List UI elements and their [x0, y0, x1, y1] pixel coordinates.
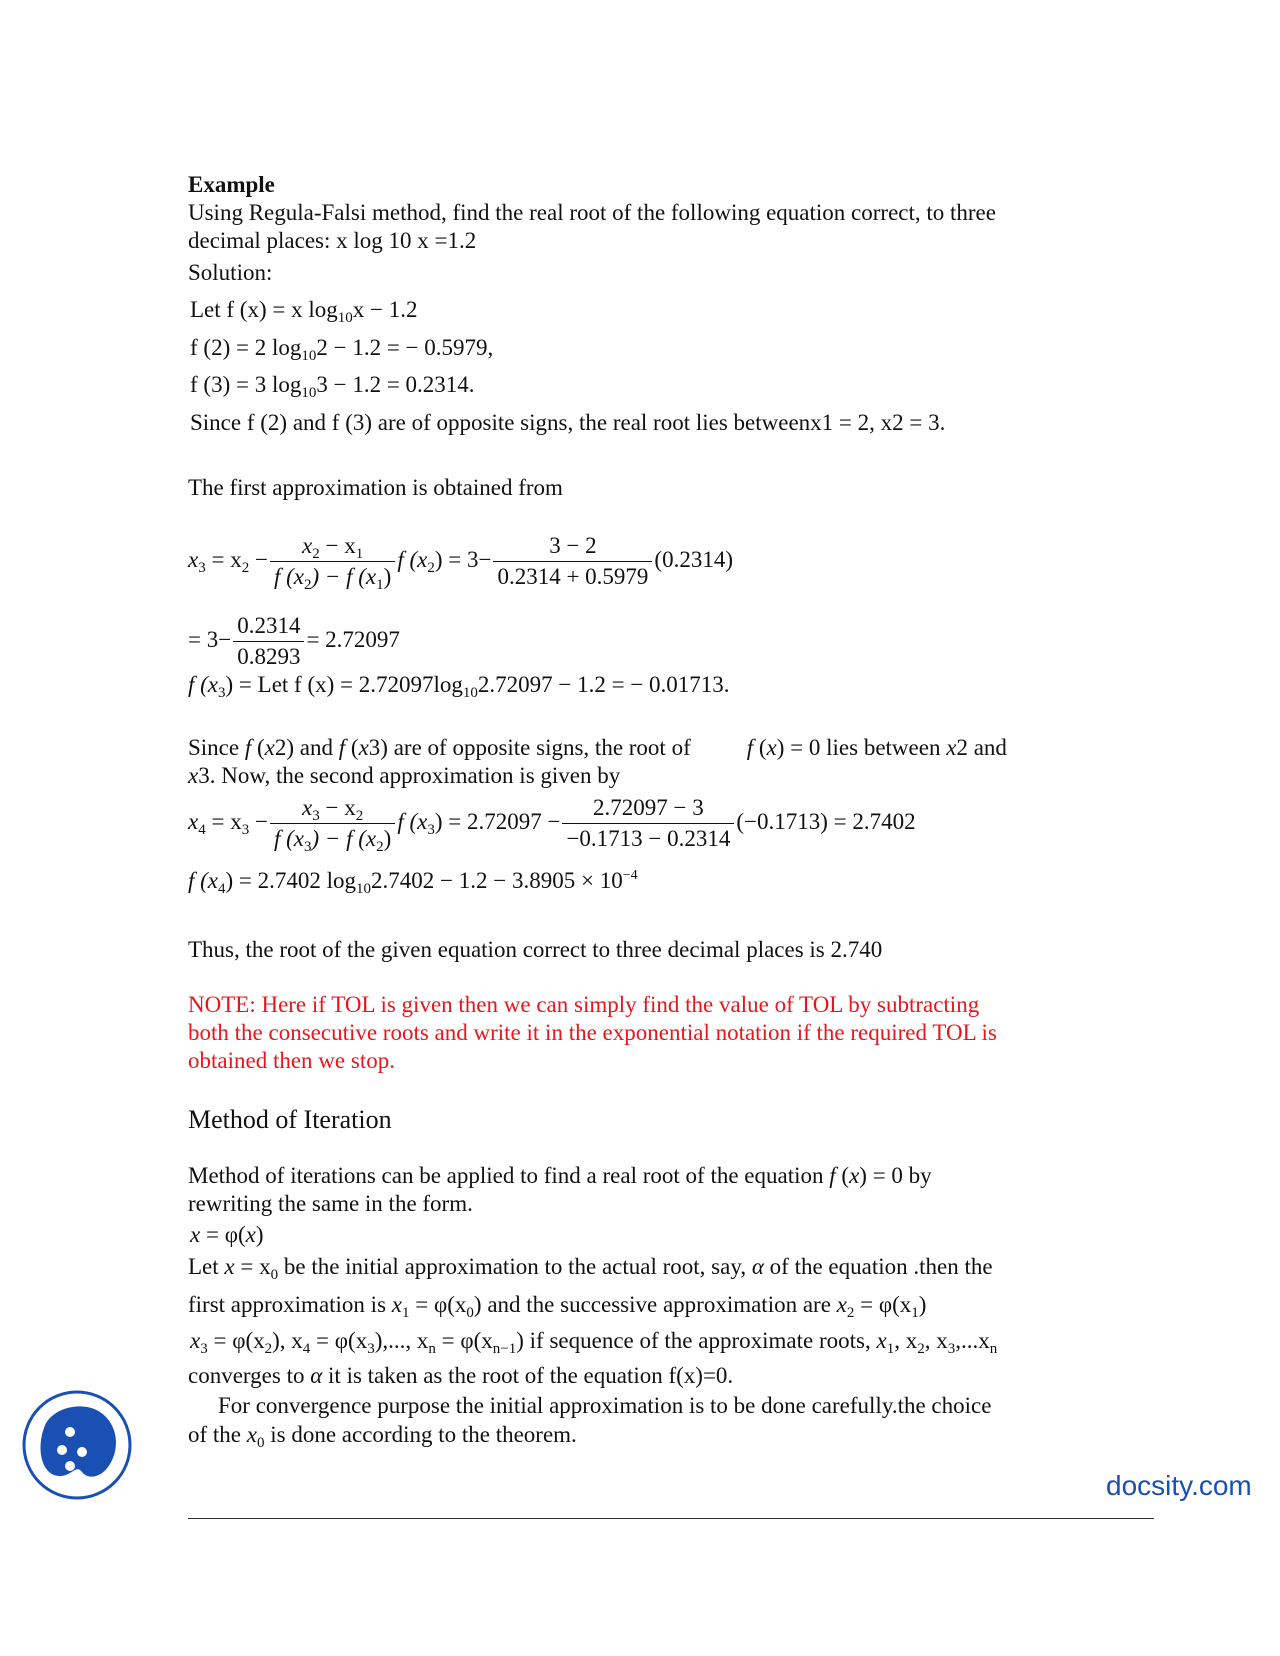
fraction-numeric-1: $\frac{3 - 2}{0.2314 + 0.5979}$ [493, 531, 652, 592]
equation-x3: $x_3 = x_2$ − $\frac{x_2 - x_1}{f (x_2) - f (x_1)}$ f $(x_2) = 3-$ $\frac{3 - 2}{0.2314 + 0.5979}$ (0.2314) [188, 533, 733, 594]
note-line-2: both the consecutive roots and write it in the exponential notation if the required TOL is [188, 1020, 997, 1045]
iteration-line-9: of the $x_0$ is done according to the theorem. [188, 1422, 577, 1451]
iteration-line-8: For convergence purpose the initial approximation is to be done carefully.the choice [218, 1393, 992, 1418]
iteration-line-2: rewriting the same in the form. [188, 1191, 473, 1216]
iteration-line-6: $x_3 = \varphi(x_2)$, $x_4 = \varphi(x_3)$,..., $x_n = \varphi(x_{n-1})$ if sequence of the approximate roots, $x_1$, $x_2$, $x_3,...x_n$ [190, 1328, 998, 1357]
equation-result-1: = 3− $\frac{0.2314}{0.8293}$ = 2.72097 [188, 608, 400, 672]
docsity-brand[interactable]: docsity.com [1106, 1470, 1252, 1501]
first-approx-line: The first approximation is obtained from [188, 475, 563, 500]
equation-x4: $x_4 = x_3$ − $\frac{x_3 - x_2}{f (x_3) - f (x_2)}$ f $(x_3) = 2.72097$ − $\frac{2.72097 - 3}{-0.1713 - 0.2314}$ (−0.1713) = 2.7402 [188, 795, 916, 856]
second-approx-line-2: x3. Now, the second approximation is given by [188, 763, 621, 788]
section-heading-iteration: Method of Iteration [188, 1105, 392, 1134]
example-title: Example [188, 172, 275, 197]
iteration-line-5: first approximation is $x_1 = \varphi(x_0)$ and the successive approximation are $x_2 = \varphi(x_1)$ [188, 1292, 927, 1321]
docsity-logo-icon [22, 1390, 132, 1500]
iteration-line-1: Method of iterations can be applied to find a real root of the equation f (x) = 0 by [188, 1163, 932, 1188]
iteration-form: x = φ(x) [190, 1222, 264, 1247]
footer-divider [188, 1518, 1154, 1519]
fraction-numeric-2: $\frac{2.72097 - 3}{-0.1713 - 0.2314}$ [562, 793, 734, 854]
since-line: Since f (2) and f (3) are of opposite signs, the real root lies betweenx1 = 2, x2 = 3. [190, 410, 946, 435]
f3-line: f (3) = 3 $\log_{10}3 - 1.2 = 0.2314$. [190, 372, 475, 401]
fraction-secant: $\frac{x_2 - x_1}{f (x_2) - f (x_1)}$ [270, 531, 395, 592]
fraction-result-1: $\frac{0.2314}{0.8293}$ [233, 611, 304, 672]
equation-fx4: f $(x_4) = 2.7402$ $\log_{10}2.7402 - 1.2 - 3.8905 \times 10^{-4}$ [188, 868, 638, 897]
iteration-line-4: Let $x = x_0$ be the initial approximation to the actual root, say, α of the equation .then the [188, 1254, 993, 1283]
f2-line: f (2) = 2 $\log_{10}2 - 1.2$ = − 0.5979, [190, 335, 494, 364]
note-line-3: obtained then we stop. [188, 1048, 395, 1073]
problem-line-2: decimal places: x log 10 x =1.2 [188, 228, 477, 253]
note-line-1: NOTE: Here if TOL is given then we can simply find the value of TOL by subtracting [188, 992, 980, 1017]
equation-fx3: f $(x_3)$ = Let f $(x) = 2.72097\log_{10}2.72097 - 1.2$ = − 0.01713. [188, 672, 730, 701]
let-fx-line: Let f (x) = x $\log_{10}x - 1.2$ [190, 297, 418, 326]
conclusion-line: Thus, the root of the given equation correct to three decimal places is 2.740 [188, 937, 883, 962]
solution-label: Solution: [188, 260, 273, 285]
fraction-secant-2: $\frac{x_3 - x_2}{f (x_3) - f (x_2)}$ [270, 793, 395, 854]
iteration-line-7: converges to α it is taken as the root of the equation f(x)=0. [188, 1363, 734, 1388]
problem-line-1: Using Regula-Falsi method, find the real root of the following equation correct, to three [188, 200, 996, 225]
second-approx-line-1: Since f (x2) and f (x3) are of opposite signs, the root of f (x) = 0 lies between x2 and [188, 735, 1007, 760]
